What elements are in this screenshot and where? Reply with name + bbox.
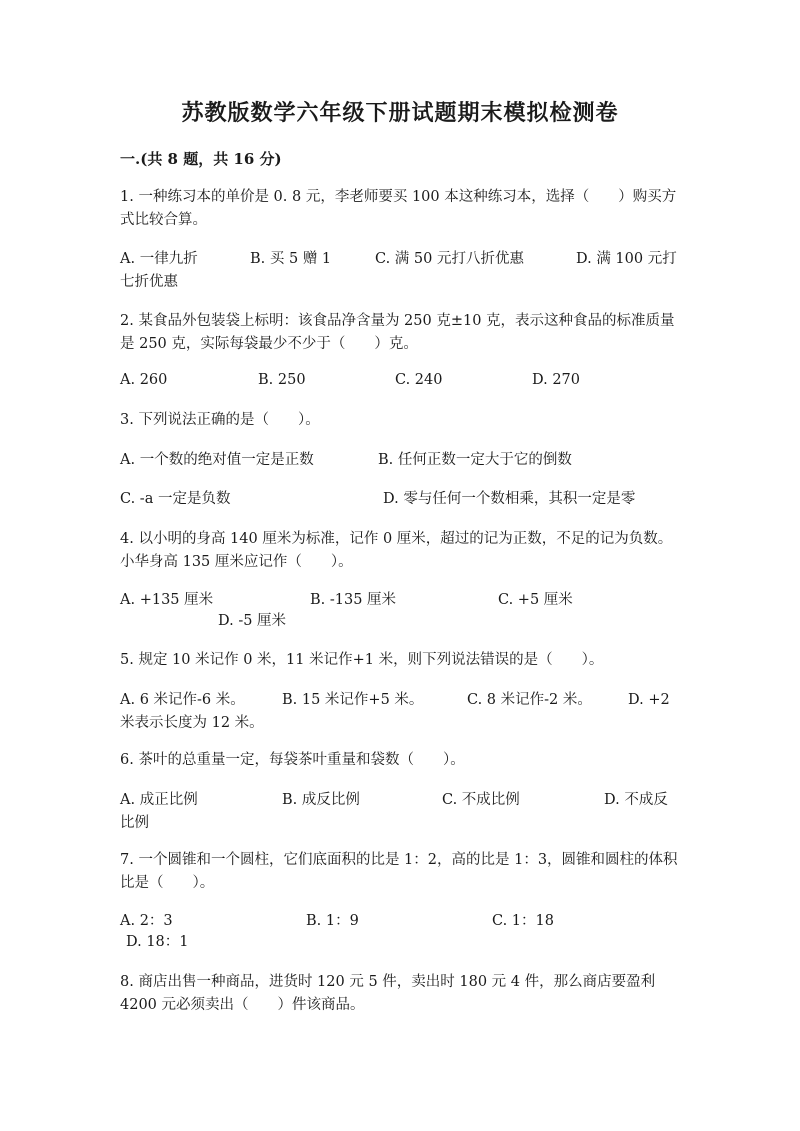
question-3-option-c: C. -a 一定是负数 bbox=[120, 491, 231, 507]
question-4-option-c: C. +5 厘米 bbox=[498, 592, 573, 608]
question-4-option-b: B. -135 厘米 bbox=[310, 592, 397, 608]
question-3-option-d: D. 零与任何一个数相乘，其积一定是零 bbox=[383, 491, 636, 507]
question-2-option-d: D. 270 bbox=[532, 372, 581, 388]
question-2-option-c: C. 240 bbox=[395, 372, 443, 388]
question-1-stem: 1. 一种练习本的单价是 0. 8 元，李老师要买 100 本这种练习本，选择（ ）购买方式比较合算。 bbox=[120, 189, 677, 228]
question-1-option-b: B. 买 5 赠 1 bbox=[250, 251, 332, 267]
question-7-option-c: C. 1：18 bbox=[492, 913, 554, 929]
question-6-stem: 6. 茶叶的总重量一定，每袋茶叶重量和袋数（ ）。 bbox=[120, 752, 465, 768]
page-title: 苏教版数学六年级下册试题期末模拟检测卷 bbox=[181, 100, 619, 126]
question-4-option-d: D. -5 厘米 bbox=[218, 613, 287, 629]
question-3-stem: 3. 下列说法正确的是（ ）。 bbox=[120, 412, 320, 428]
question-7-option-a: A. 2：3 bbox=[120, 913, 173, 929]
question-5-option-c: C. 8 米记作-2 米。 bbox=[467, 692, 592, 708]
question-4-option-a: A. +135 厘米 bbox=[120, 592, 214, 608]
question-1-option-d: D. 满 100 元打七折优惠 bbox=[120, 251, 677, 290]
question-1-option-c: C. 满 50 元打八折优惠 bbox=[375, 251, 524, 267]
question-6-option-b: B. 成反比例 bbox=[282, 792, 360, 808]
section-heading: 一.(共 8 题，共 16 分) bbox=[120, 150, 282, 168]
question-3-option-a: A. 一个数的绝对值一定是正数 bbox=[120, 452, 314, 468]
question-4-stem: 4. 以小明的身高 140 厘米为标准，记作 0 厘米，超过的记为正数，不足的记为负数。小华身高 135 厘米应记作（ ）。 bbox=[120, 531, 673, 570]
question-7-option-d: D. 18：1 bbox=[126, 934, 189, 950]
question-5-option-d: D. +2 米表示长度为 12 米。 bbox=[120, 692, 670, 731]
question-2-option-b: B. 250 bbox=[258, 372, 306, 388]
question-6-option-a: A. 成正比例 bbox=[120, 792, 198, 808]
question-5-option-b: B. 15 米记作+5 米。 bbox=[282, 692, 424, 708]
question-7-option-b: B. 1：9 bbox=[306, 913, 359, 929]
question-5-stem: 5. 规定 10 米记作 0 米，11 米记作+1 米，则下列说法错误的是（ ）。 bbox=[120, 652, 604, 668]
question-1-option-a: A. 一律九折 bbox=[120, 251, 198, 267]
question-6-option-d: D. 不成反比例 bbox=[120, 792, 668, 831]
question-2-stem: 2. 某食品外包装袋上标明：该食品净含量为 250 克±10 克，表示这种食品的标准质量是 250 克，实际每袋最少不少于（ ）克。 bbox=[120, 313, 675, 352]
question-8-stem: 8. 商店出售一种商品，进货时 120 元 5 件，卖出时 180 元 4 件，那么商店要盈利 4200 元必须卖出（ ）件该商品。 bbox=[120, 974, 656, 1013]
question-2-option-a: A. 260 bbox=[120, 372, 168, 388]
question-6-option-c: C. 不成比例 bbox=[442, 792, 520, 808]
question-7-stem: 7. 一个圆锥和一个圆柱，它们底面积的比是 1：2，高的比是 1：3，圆锥和圆柱的体积比是（ ）。 bbox=[120, 852, 678, 891]
question-3-option-b: B. 任何正数一定大于它的倒数 bbox=[378, 452, 572, 468]
question-5-option-a: A. 6 米记作-6 米。 bbox=[120, 692, 245, 708]
